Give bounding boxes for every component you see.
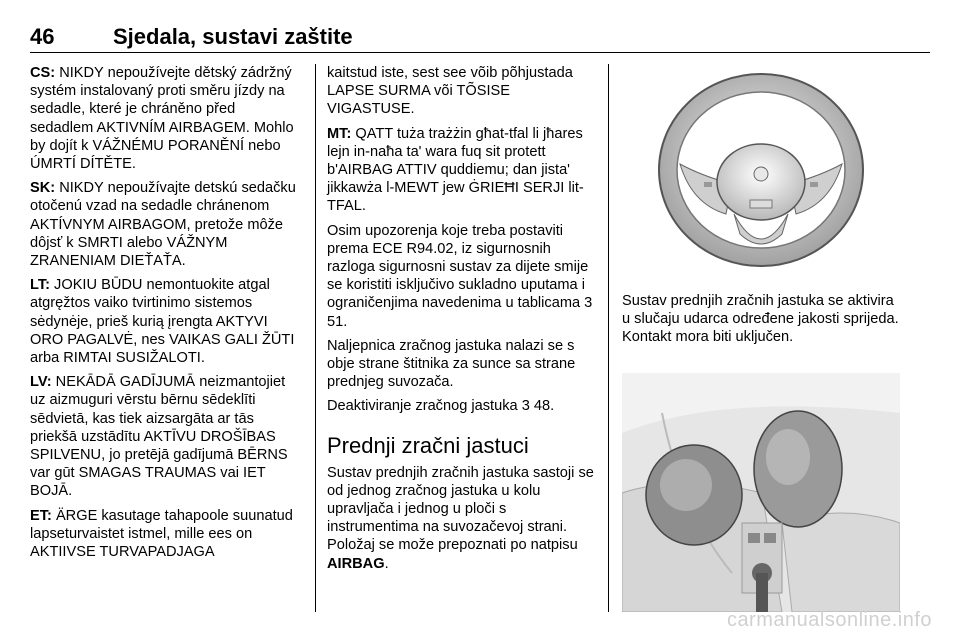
warning-text: QATT tuża trażżin għat-tfal li jħares lejn in-naħa ta' wara fuq sit protett b'AIRBAG ATTIV quddiemu; dan jista' jikkawża l-MEWT jew ĠRIEĦI SERJI lit-TFAL.: [327, 125, 584, 215]
paragraph-label: Naljepnica zračnog jastuka nalazi se s obje strane štitnika za sunce sa strane prednjeg suvozača.: [327, 337, 576, 391]
lang-code: LV:: [30, 374, 52, 391]
warning-text: NIKDY nepoužívejte dětský zádržný systém instalovaný proti směru jízdy na sedadle, které je chráněno před sedadlem AKTIVNÍM AIRBAGEM. Mohlo by dojít k VÁŽNÉMU PORANĚNÍ nebo ÚMRTÍ DÍTĚTE.: [30, 65, 294, 173]
paragraph-mt: [327, 125, 599, 216]
column-divider: [608, 64, 609, 612]
body-text: .: [384, 555, 389, 572]
lang-code: SK:: [30, 180, 56, 197]
paragraph-cs: [30, 64, 302, 173]
page-title: Sjedala, sustavi zaštite: [113, 24, 353, 49]
page-ref[interactable]: 48.: [529, 398, 555, 415]
lang-code: ET:: [30, 507, 52, 524]
paragraph-lv: [30, 373, 302, 500]
warning-text: ÄRGE kasutage tahapoole suunatud lapseturvaistet istmel, mille ees on AKTIIVSE TURVAPADJAGA: [30, 507, 293, 561]
paragraph-sk: [30, 179, 302, 270]
lang-code: LT:: [30, 277, 50, 294]
paragraph-et: [30, 507, 302, 562]
steering-wheel-illustration: [622, 64, 900, 282]
airbag-word: AIRBAG: [327, 555, 385, 572]
airbag-illustration: [622, 373, 900, 612]
section-heading: Prednji zračni jastuci: [327, 432, 529, 458]
paragraph-lt: [30, 276, 302, 367]
page-ref[interactable]: 51.: [327, 313, 348, 330]
body-text: Deaktiviranje zračnog jastuka: [327, 398, 518, 415]
warning-text: NIKDY nepoužívajte detskú sedačku otočenú vzad na sedadle chránenom AKTÍVNYM AIRBAGOM, pretože môže dôjsť k SMRTI alebo VÁŽNYM ZRANENIAM DIEŤAŤA.: [30, 180, 296, 270]
warning-text: NEKĀDĀ GADĪJUMĀ neizmantojiet uz aizmuguri vērstu bērnu sēdeklīti sēdvietā, kas tiek aizsargāta ar tās priekšā uzstādītu AKTĪVU DROŠĪBAS SPILVENU, jo pretējā gadījumā BĒRNS var gūt SMAGAS TRAUMAS vai IET BOJĀ.: [30, 374, 288, 500]
airbag-deployment-figure: [622, 373, 900, 612]
lang-code: MT:: [327, 125, 352, 142]
page-number: 46: [30, 24, 55, 49]
page-header: [30, 24, 930, 53]
column-2: [327, 64, 599, 579]
paragraph-ece: [327, 222, 599, 331]
watermark: carmanualsonline.info: [726, 609, 932, 631]
warning-text: JOKIU BŪDU nemontuokite atgal atgręžtos vaiko tvirtinimo sistemos sėdynėje, prieš kurią įrengta AKTYVI ORO PAGALVĖ, nes VAIKAS GALI ŽŪTI arba RIMTAI SUSIŽALOTI.: [30, 277, 295, 367]
paragraph-front-airbags: [327, 464, 599, 573]
paragraph-deactivation: [327, 397, 599, 415]
body-text: Osim upozorenja koje treba postaviti prema ECE R94.02, iz sigurnosnih razloga sigurnosni sustav za dijete smije se koristiti isključivo sukladno uputama i ograničenjima navedenima u tablicama: [327, 222, 589, 312]
page-ref-icon[interactable]: 3: [584, 295, 593, 312]
figure-caption: Sustav prednjih zračnih jastuka se aktivira u slučaju udarca određene jakosti sprijeda. Kontakt mora biti uključen.: [622, 293, 899, 346]
column-1: [30, 64, 302, 567]
paragraph-et-continued: kaitstud iste, sest see võib põhjustada LAPSE SURMA või TÕSISE VIGASTUSE.: [327, 65, 573, 118]
body-text: Sustav prednjih zračnih jastuka sastoji se od jednog zračnog jastuka u kolu upravljača i jednog u ploči s instrumentima na suvozačevoj strani. Položaj se može prepoznati po natpisu: [327, 464, 594, 554]
column-divider: [315, 64, 316, 612]
lang-code: CS:: [30, 65, 56, 81]
steering-wheel-figure: [622, 64, 900, 282]
page-ref-icon[interactable]: 3: [521, 398, 530, 415]
